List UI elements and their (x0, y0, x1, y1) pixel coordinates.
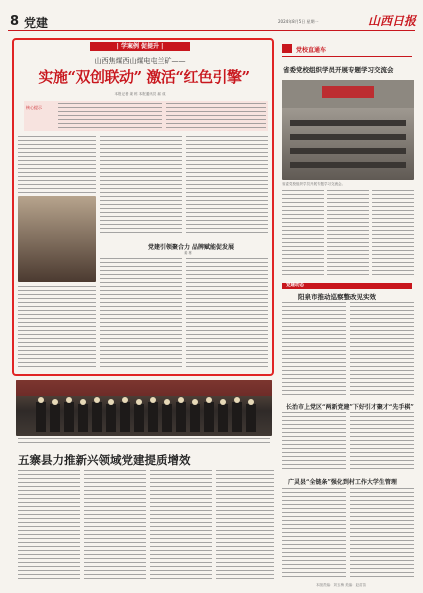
meeting-photo (282, 80, 414, 180)
meeting-photo-caption: 省委党校组织学员开展专题学习交流会。 (282, 182, 345, 186)
body-col-2 (100, 136, 182, 236)
news-item-1-title[interactable]: 阳泉市推动巡察整改见实效 (298, 293, 376, 301)
body-col-1b (18, 286, 96, 370)
sub-article-title[interactable]: 党建引领聚合力 品牌赋能促发展 (147, 244, 235, 251)
article-subhead: 山西焦煤西山煤电屯兰矿—— (94, 57, 186, 65)
news-item-1-col-a (282, 302, 346, 396)
bottom-col-3 (150, 470, 212, 582)
meeting-hall-illustration (282, 80, 414, 180)
page-footer: 本版责编：刘玉梅 美编：赵苗苗 (316, 583, 367, 587)
news-item-2-col-a (282, 412, 346, 472)
sub-article-col-2 (186, 258, 268, 370)
page-number: 8 (10, 14, 20, 29)
news-item-3-title[interactable]: 广灵县“全链条”强化到村工作大学生管理 (288, 479, 397, 486)
bottom-col-1 (18, 470, 80, 582)
news-item-2-col-b (350, 412, 414, 472)
section-title: 党建 (24, 16, 49, 30)
bottom-article-headline[interactable]: 五寨县力推新兴领域党建提质增效 (18, 453, 191, 467)
miners-photo (18, 196, 96, 282)
rally-photo (16, 380, 272, 436)
body-col-3 (186, 136, 268, 236)
sub-article-author: 姜 栋 (183, 251, 193, 255)
article-kicker: | 学案例 促提升 | (90, 42, 190, 51)
issue-date: 2024年8月5日 星期一 (278, 19, 319, 24)
right-col-a (282, 190, 324, 278)
news-item-3-col-b (350, 488, 414, 578)
bottom-col-4 (216, 470, 274, 582)
right-headline[interactable]: 省委党校组织学员开展专题学习交流会 (283, 66, 394, 74)
rally-crowd-illustration (16, 380, 272, 436)
rally-photo-caption (18, 438, 270, 443)
banner-rule (282, 56, 412, 57)
body-col-1a (18, 136, 96, 193)
right-col-b (327, 190, 369, 278)
news-item-3-col-a (282, 488, 346, 578)
abstract-label: 核心提示 (26, 105, 42, 110)
article-byline: 本报记者 姜 栋 本报通讯员 郝 成 (114, 92, 166, 96)
right-col-c (372, 190, 414, 278)
news-section-label: 党建动态 (286, 283, 304, 288)
sub-article-col-1 (100, 258, 182, 370)
article-headline[interactable]: 实施“双创联动” 激活“红色引擎” (38, 68, 250, 86)
right-banner: 党校直通车 (296, 47, 327, 54)
abstract-text-left (58, 103, 162, 130)
bottom-col-2 (84, 470, 146, 582)
banner-flag-icon (282, 44, 292, 53)
masthead-rule (8, 30, 415, 31)
newspaper-logo: 山西日报 (368, 14, 417, 28)
news-item-1-col-b (350, 302, 414, 396)
abstract-text-right (166, 103, 266, 130)
news-item-2-title[interactable]: 长治市上党区“两新党建”下好引才聚才“先手棋” (286, 404, 414, 411)
